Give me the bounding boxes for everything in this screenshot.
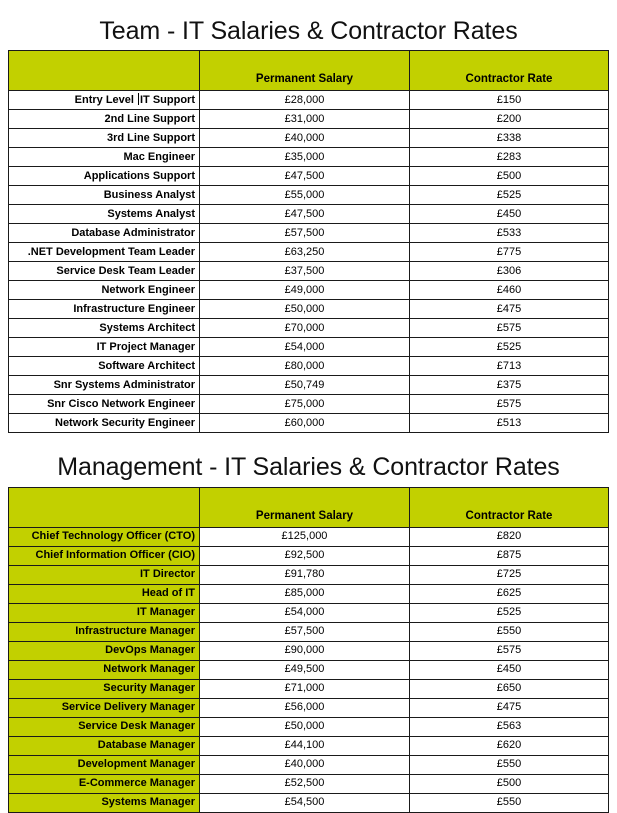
permanent-salary-cell[interactable]: £91,780 xyxy=(200,565,410,584)
contractor-rate-cell[interactable]: £650 xyxy=(410,679,609,698)
role-label-cell[interactable]: Development Manager xyxy=(9,755,200,774)
table-row xyxy=(9,622,609,641)
table-row xyxy=(9,167,609,186)
contractor-rate-cell[interactable]: £875 xyxy=(410,546,609,565)
table-row xyxy=(9,546,609,565)
permanent-salary-cell[interactable]: £37,500 xyxy=(200,262,410,281)
contractor-rate-cell[interactable]: £338 xyxy=(410,129,609,148)
role-label-cell[interactable]: Network Security Engineer xyxy=(9,414,200,433)
role-label-cell[interactable]: Business Analyst xyxy=(9,186,200,205)
header-blank xyxy=(9,487,200,527)
contractor-rate-cell[interactable]: £150 xyxy=(410,91,609,110)
table-row xyxy=(9,679,609,698)
contractor-rate-cell[interactable]: £563 xyxy=(410,717,609,736)
table-row xyxy=(9,186,609,205)
contractor-rate-cell[interactable]: £575 xyxy=(410,641,609,660)
permanent-salary-cell[interactable]: £40,000 xyxy=(200,129,410,148)
role-label-cell[interactable]: Systems Analyst xyxy=(9,205,200,224)
role-label-cell[interactable]: IT Project Manager xyxy=(9,338,200,357)
contractor-rate-cell[interactable]: £525 xyxy=(410,186,609,205)
contractor-rate-cell[interactable]: £200 xyxy=(410,110,609,129)
contractor-rate-cell[interactable]: £450 xyxy=(410,205,609,224)
permanent-salary-cell[interactable]: £50,000 xyxy=(200,717,410,736)
permanent-salary-cell[interactable]: £44,100 xyxy=(200,736,410,755)
management-salary-table xyxy=(8,487,609,813)
role-label-cell[interactable]: Software Architect xyxy=(9,357,200,376)
contractor-rate-cell[interactable]: £725 xyxy=(410,565,609,584)
contractor-rate-cell[interactable]: £550 xyxy=(410,755,609,774)
contractor-rate-cell[interactable]: £550 xyxy=(410,793,609,812)
contractor-rate-cell[interactable]: £550 xyxy=(410,622,609,641)
table-row xyxy=(9,110,609,129)
team-table-body xyxy=(9,91,609,433)
contractor-rate-cell[interactable]: £575 xyxy=(410,395,609,414)
table-row xyxy=(9,357,609,376)
permanent-salary-cell[interactable]: £85,000 xyxy=(200,584,410,603)
table-row xyxy=(9,148,609,167)
permanent-salary-cell[interactable]: £50,000 xyxy=(200,300,410,319)
table-row xyxy=(9,527,609,546)
contractor-rate-cell[interactable]: £450 xyxy=(410,660,609,679)
role-label-cell[interactable]: IT Director xyxy=(9,565,200,584)
permanent-salary-cell[interactable]: £71,000 xyxy=(200,679,410,698)
permanent-salary-cell[interactable]: £60,000 xyxy=(200,414,410,433)
management-table-body xyxy=(9,527,609,812)
role-label-cell[interactable]: Service Delivery Manager xyxy=(9,698,200,717)
permanent-salary-cell[interactable]: £28,000 xyxy=(200,91,410,110)
permanent-salary-cell[interactable]: £54,000 xyxy=(200,603,410,622)
role-label-cell[interactable]: IT Manager xyxy=(9,603,200,622)
permanent-salary-cell[interactable]: £47,500 xyxy=(200,205,410,224)
role-label-cell[interactable]: Service Desk Team Leader xyxy=(9,262,200,281)
role-label-cell[interactable]: Snr Systems Administrator xyxy=(9,376,200,395)
role-label-cell[interactable]: Security Manager xyxy=(9,679,200,698)
header-blank xyxy=(9,51,200,91)
role-label-cell[interactable]: Service Desk Manager xyxy=(9,717,200,736)
role-label-cell[interactable]: Systems Architect xyxy=(9,319,200,338)
permanent-salary-cell[interactable]: £125,000 xyxy=(200,527,410,546)
table-row xyxy=(9,717,609,736)
table-row xyxy=(9,755,609,774)
team-salary-table xyxy=(8,50,609,433)
contractor-rate-cell[interactable]: £500 xyxy=(410,774,609,793)
contractor-rate-cell[interactable]: £306 xyxy=(410,262,609,281)
permanent-salary-cell[interactable]: £80,000 xyxy=(200,357,410,376)
contractor-rate-cell[interactable]: £513 xyxy=(410,414,609,433)
table-row xyxy=(9,565,609,584)
permanent-salary-cell[interactable]: £49,500 xyxy=(200,660,410,679)
permanent-salary-cell[interactable]: £55,000 xyxy=(200,186,410,205)
table-row xyxy=(9,243,609,262)
permanent-salary-cell[interactable]: £75,000 xyxy=(200,395,410,414)
table-row xyxy=(9,603,609,622)
table-row xyxy=(9,300,609,319)
management-table-title: Management - IT Salaries & Contractor Rates xyxy=(57,453,560,482)
role-label-cell[interactable]: E-Commerce Manager xyxy=(9,774,200,793)
permanent-salary-cell[interactable]: £57,500 xyxy=(200,224,410,243)
contractor-rate-cell[interactable]: £525 xyxy=(410,338,609,357)
table-row xyxy=(9,774,609,793)
permanent-salary-cell[interactable]: £70,000 xyxy=(200,319,410,338)
permanent-salary-cell[interactable]: £63,250 xyxy=(200,243,410,262)
contractor-rate-cell[interactable]: £475 xyxy=(410,698,609,717)
permanent-salary-cell[interactable]: £40,000 xyxy=(200,755,410,774)
table-row xyxy=(9,205,609,224)
contractor-rate-cell[interactable]: £283 xyxy=(410,148,609,167)
role-label-cell[interactable]: 3rd Line Support xyxy=(9,129,200,148)
role-label-cell[interactable]: Network Engineer xyxy=(9,281,200,300)
table-row xyxy=(9,262,609,281)
role-label-cell[interactable]: Entry Level IT Support xyxy=(9,91,200,110)
header-contractor-rate: Contractor Rate xyxy=(410,51,609,91)
contractor-rate-cell[interactable]: £500 xyxy=(410,167,609,186)
permanent-salary-cell[interactable]: £52,500 xyxy=(200,774,410,793)
contractor-rate-cell[interactable]: £533 xyxy=(410,224,609,243)
role-label-cell[interactable]: Snr Cisco Network Engineer xyxy=(9,395,200,414)
permanent-salary-cell[interactable]: £35,000 xyxy=(200,148,410,167)
role-label-cell[interactable]: Database Administrator xyxy=(9,224,200,243)
contractor-rate-cell[interactable]: £775 xyxy=(410,243,609,262)
role-label-cell[interactable]: Infrastructure Engineer xyxy=(9,300,200,319)
table-row xyxy=(9,281,609,300)
role-label-cell[interactable]: Head of IT xyxy=(9,584,200,603)
text-cursor-caret xyxy=(138,93,139,105)
table-row xyxy=(9,338,609,357)
permanent-salary-cell[interactable]: £56,000 xyxy=(200,698,410,717)
table-row xyxy=(9,319,609,338)
table-row xyxy=(9,736,609,755)
table-row xyxy=(9,91,609,110)
permanent-salary-cell[interactable]: £57,500 xyxy=(200,622,410,641)
table-row xyxy=(9,641,609,660)
permanent-salary-cell[interactable]: £54,500 xyxy=(200,793,410,812)
contractor-rate-cell[interactable]: £713 xyxy=(410,357,609,376)
role-label-cell[interactable]: Database Manager xyxy=(9,736,200,755)
role-label-cell[interactable]: Applications Support xyxy=(9,167,200,186)
role-label-cell[interactable]: Chief Technology Officer (CTO) xyxy=(9,527,200,546)
role-label-cell[interactable]: .NET Development Team Leader xyxy=(9,243,200,262)
table-row xyxy=(9,698,609,717)
header-permanent-salary: Permanent Salary xyxy=(200,487,410,527)
permanent-salary-cell[interactable]: £50,749 xyxy=(200,376,410,395)
contractor-rate-cell[interactable]: £375 xyxy=(410,376,609,395)
table-row xyxy=(9,129,609,148)
header-contractor-rate: Contractor Rate xyxy=(410,487,609,527)
table-row xyxy=(9,224,609,243)
permanent-salary-cell[interactable]: £47,500 xyxy=(200,167,410,186)
header-permanent-salary: Permanent Salary xyxy=(200,51,410,91)
role-label-cell[interactable]: Systems Manager xyxy=(9,793,200,812)
permanent-salary-cell[interactable]: £92,500 xyxy=(200,546,410,565)
table-row xyxy=(9,414,609,433)
table-row xyxy=(9,376,609,395)
permanent-salary-cell[interactable]: £31,000 xyxy=(200,110,410,129)
contractor-rate-cell[interactable]: £820 xyxy=(410,527,609,546)
table-row xyxy=(9,584,609,603)
table-row xyxy=(9,395,609,414)
table-row xyxy=(9,660,609,679)
contractor-rate-cell[interactable]: £625 xyxy=(410,584,609,603)
contractor-rate-cell[interactable]: £575 xyxy=(410,319,609,338)
contractor-rate-cell[interactable]: £460 xyxy=(410,281,609,300)
role-label-cell[interactable]: Network Manager xyxy=(9,660,200,679)
table-header-row xyxy=(9,51,609,91)
role-label-cell[interactable]: Infrastructure Manager xyxy=(9,622,200,641)
team-table-title: Team - IT Salaries & Contractor Rates xyxy=(99,17,518,45)
permanent-salary-cell[interactable]: £49,000 xyxy=(200,281,410,300)
permanent-salary-cell[interactable]: £54,000 xyxy=(200,338,410,357)
permanent-salary-cell[interactable]: £90,000 xyxy=(200,641,410,660)
role-label-cell[interactable]: 2nd Line Support xyxy=(9,110,200,129)
contractor-rate-cell[interactable]: £475 xyxy=(410,300,609,319)
contractor-rate-cell[interactable]: £620 xyxy=(410,736,609,755)
table-header-row xyxy=(9,487,609,527)
contractor-rate-cell[interactable]: £525 xyxy=(410,603,609,622)
role-label-cell[interactable]: Chief Information Officer (CIO) xyxy=(9,546,200,565)
role-label-cell[interactable]: DevOps Manager xyxy=(9,641,200,660)
role-label-cell[interactable]: Mac Engineer xyxy=(9,148,200,167)
section-management xyxy=(0,433,617,812)
